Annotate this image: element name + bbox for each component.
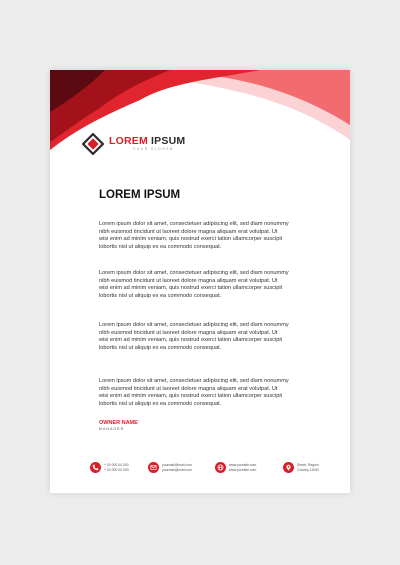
- contact-line: www.yoursite.com: [229, 467, 257, 472]
- body-paragraph-4: [99, 378, 319, 409]
- email-icon: [148, 462, 159, 473]
- paragraph-line: Lorem ipsum dolor sit amet, consectetuer adipiscing elit, sed diam nonummy: [99, 270, 289, 276]
- paragraph-line: wisi enim ad minim veniam, quis nostrud exerci tation ullamcorper suscipit: [99, 236, 283, 243]
- contact-line: + 00 000 00 000: [104, 463, 129, 468]
- body-paragraph-3: [99, 322, 319, 353]
- brand-name: [109, 136, 185, 147]
- location-pin-icon: [283, 462, 294, 473]
- company-logo: [82, 133, 185, 155]
- contact-line: + 00 000 00 000: [104, 467, 129, 472]
- contact-phone: [90, 462, 129, 473]
- brand-word-2: IPSUM: [151, 135, 186, 148]
- paragraph-line: nibh euismod tincidunt ut laoreet dolore magna aliquam erat volutpat. Ut: [99, 385, 278, 392]
- paragraph-line: lobortis nisl ut aliquip ex ea commodo consequat.: [99, 345, 222, 352]
- phone-icon: [90, 462, 101, 473]
- letterhead-page: [50, 70, 350, 493]
- owner-role: MANAGER: [99, 427, 125, 431]
- owner-name: OWNER NAME: [99, 420, 138, 426]
- body-paragraph-1: [99, 221, 319, 252]
- paragraph-line: wisi enim ad minim veniam, quis nostrud exerci tation ullamcorper suscipit: [99, 337, 283, 344]
- contact-email: [148, 462, 192, 473]
- paragraph-line: Lorem ipsum dolor sit amet, consectetuer adipiscing elit, sed diam nonummy: [99, 221, 289, 227]
- brand-slogan: YOUR SLOGAN: [133, 146, 174, 151]
- document-title: LOREM IPSUM: [99, 189, 181, 201]
- globe-icon: [215, 462, 226, 473]
- contact-address: [283, 462, 319, 473]
- paragraph-line: lobortis nisl ut aliquip ex ea commodo consequat.: [99, 293, 222, 300]
- contact-footer: [90, 462, 330, 476]
- paragraph-line: nibh euismod tincidunt ut laoreet dolore magna aliquam erat volutpat. Ut: [99, 329, 278, 336]
- paragraph-line: nibh euismod tincidunt ut laoreet dolore magna aliquam erat volutpat. Ut: [99, 277, 278, 284]
- contact-line: yourmail@mail.com: [162, 463, 192, 468]
- paragraph-line: Lorem ipsum dolor sit amet, consectetuer adipiscing elit, sed diam nonummy: [99, 378, 289, 384]
- brand-word-1: LOREM: [109, 135, 148, 148]
- paragraph-line: nibh euismod tincidunt ut laoreet dolore magna aliquam erat volutpat. Ut: [99, 228, 278, 235]
- paragraph-line: lobortis nisl ut aliquip ex ea commodo consequat.: [99, 401, 222, 408]
- contact-line: Country 11000: [297, 467, 319, 472]
- contact-website: [215, 462, 256, 473]
- paragraph-line: lobortis nisl ut aliquip ex ea commodo consequat.: [99, 244, 222, 251]
- body-paragraph-2: [99, 270, 319, 301]
- diamond-logo-icon: [82, 133, 104, 155]
- paragraph-line: wisi enim ad minim veniam, quis nostrud exerci tation ullamcorper suscipit: [99, 285, 283, 292]
- paragraph-line: Lorem ipsum dolor sit amet, consectetuer adipiscing elit, sed diam nonummy: [99, 322, 289, 328]
- paragraph-line: wisi enim ad minim veniam, quis nostrud exerci tation ullamcorper suscipit: [99, 393, 283, 400]
- contact-line: Street, Region: [297, 463, 319, 468]
- contact-line: yourmail@mail.com: [162, 467, 192, 472]
- contact-line: www.yoursite.com: [229, 463, 257, 468]
